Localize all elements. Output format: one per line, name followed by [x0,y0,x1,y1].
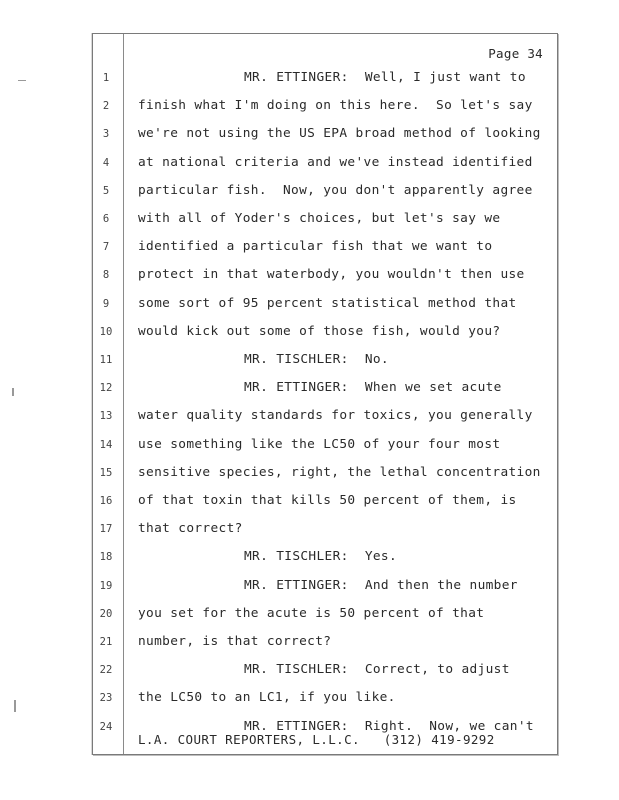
transcript-line [93,604,557,624]
line-text: with all of Yoder's choices, but let's say we [138,211,501,226]
line-text: MR. TISCHLER: Correct, to adjust [244,662,510,678]
line-text: MR. ETTINGER: And then the number [244,577,518,593]
transcript-line [93,350,557,370]
line-number: 17 [99,523,113,536]
transcript-line [93,237,557,257]
line-number: 12 [99,382,113,395]
line-text: some sort of 95 percent statistical method that [138,295,517,311]
line-number: 19 [99,579,113,592]
line-text: use something like the LC50 of your four most [138,436,501,452]
scan-speck [12,388,14,396]
line-text: that correct? [138,521,243,537]
line-number: 23 [99,692,113,705]
transcript-line [93,435,557,455]
line-number: 14 [99,438,113,451]
line-number: 16 [99,495,113,507]
line-number: 6 [102,213,110,225]
line-number: 8 [102,269,110,282]
transcript-line [93,688,557,708]
transcript-page [92,33,558,755]
line-number: 15 [99,466,113,479]
transcript-line [93,294,557,314]
transcript-line [93,209,557,229]
line-text: particular fish. Now, you don't apparently agree [138,182,533,198]
line-text: would kick out some of those fish, would you? [138,323,501,339]
line-number: 3 [102,128,110,141]
scan-speck [14,700,16,712]
page-number: Page 34 [488,46,543,61]
line-text: MR. ETTINGER: Well, I just want to [244,70,526,85]
scan-speck [18,80,26,81]
line-number: 18 [99,551,113,564]
transcript-line [93,491,557,511]
transcript-line [93,660,557,680]
line-text: identified a particular fish that we want to [138,239,493,255]
transcript-line [93,153,557,173]
line-text: MR. TISCHLER: No. [244,352,389,367]
line-text: of that toxin that kills 50 percent of them, is [138,493,517,508]
transcript-line [93,124,557,144]
transcript-line [93,68,557,88]
transcript-line [93,519,557,539]
line-text: we're not using the US EPA broad method of looking [138,126,541,142]
line-number: 10 [99,325,113,338]
line-text: MR. TISCHLER: Yes. [244,549,398,565]
line-text: sensitive species, right, the lethal concentration [138,464,541,480]
transcript-line [93,463,557,483]
line-text: MR. ETTINGER: Right. Now, we can't [244,718,534,734]
line-text: number, is that correct? [138,634,332,649]
line-text: at national criteria and we've instead identified [138,154,533,170]
transcript-line [93,632,557,652]
line-text: finish what I'm doing on this here. So let's say [138,98,533,114]
line-text: the LC50 to an LC1, if you like. [138,690,396,706]
line-number: 13 [99,410,113,423]
line-number: 21 [99,636,113,648]
line-text: protect in that waterbody, you wouldn't then use [138,267,525,283]
transcript-line [93,576,557,596]
line-number: 4 [102,156,110,169]
line-number: 20 [99,607,113,620]
line-number: 1 [102,72,110,84]
line-text: water quality standards for toxics, you generally [138,408,533,424]
line-number: 2 [102,100,110,113]
transcript-line [93,547,557,567]
line-text: MR. ETTINGER: When we set acute [244,380,502,396]
line-number: 11 [99,354,113,366]
transcript-line [93,96,557,116]
line-number: 9 [102,297,110,310]
transcript-line [93,265,557,285]
line-number: 24 [99,720,113,733]
transcript-line [93,322,557,342]
transcript-line [93,406,557,426]
transcript-line [93,378,557,398]
line-number: 7 [102,241,110,254]
line-number: 22 [99,664,113,677]
transcript-line [93,181,557,201]
line-text: you set for the acute is 50 percent of that [138,605,485,621]
reporter-footer: L.A. COURT REPORTERS, L.L.C. (312) 419-9292 [138,732,495,747]
line-number: 5 [102,184,110,197]
